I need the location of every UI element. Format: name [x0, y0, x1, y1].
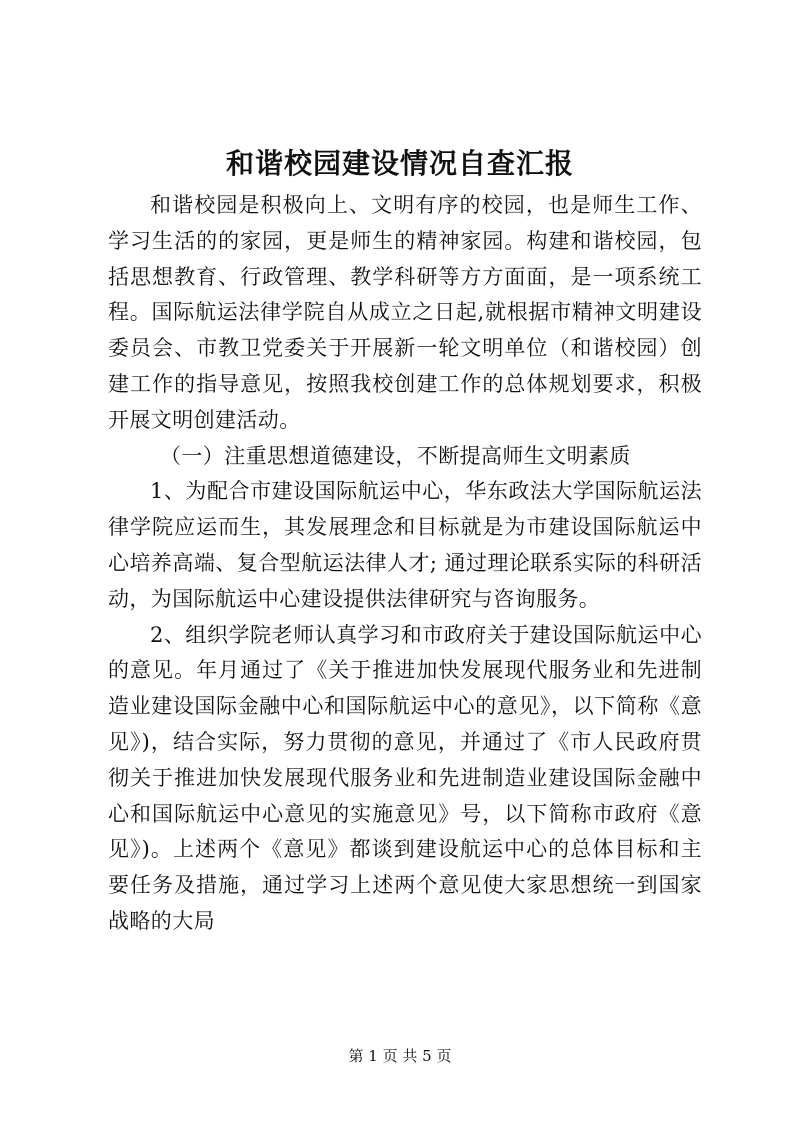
intro-paragraph: 和谐校园是积极向上、文明有序的校园，也是师生工作、学习生活的的家园，更是师生的精神家园。构建和谐校园，包括思想教育、行政管理、教学科研等方方面面，是一项系统工程。国际航运法律学院自从成立之日起,就根据市精神文明建设委员会、市教卫党委关于开展新一轮文明单位（和谐校园）创建工作的指导意见，按照我校创建工作的总体规划要求，积极开展文明创建活动。 — [108, 193, 702, 432]
document-title: 和谐校园建设情况自查汇报 — [225, 147, 574, 180]
item-1-paragraph: 1、为配合市建设国际航运中心，华东政法大学国际航运法律学院应运而生，其发展理念和目标就是为市建设国际航运中心培养高端、复合型航运法律人才; 通过理论联系实际的科研活动，为国际航运中心建设提供法律研究与咨询服务。 — [108, 479, 702, 611]
document-body — [108, 188, 702, 940]
item-2-paragraph: 2、组织学院老师认真学习和市政府关于建设国际航运中心的意见。年月通过了《关于推进加快发展现代服务业和先进制造业建设国际金融中心和国际航运中心的意见》，以下简称《意见》)，结合实际，努力贯彻的意见，并通过了《市人民政府贯彻关于推进加快发展现代服务业和先进制造业建设国际金融中心和国际航运中心意见的实施意见》号，以下简称市政府《意见》)。上述两个《意见》都谈到建设航运中心的总体目标和主要任务及措施，通过学习上述两个意见使大家思想统一到国家战略的大局 — [108, 622, 702, 933]
section-heading: （一）注重思想道德建设，不断提高师生文明素质 — [160, 443, 631, 468]
page-footer: 第 1 页 共 5 页 — [348, 1047, 452, 1065]
